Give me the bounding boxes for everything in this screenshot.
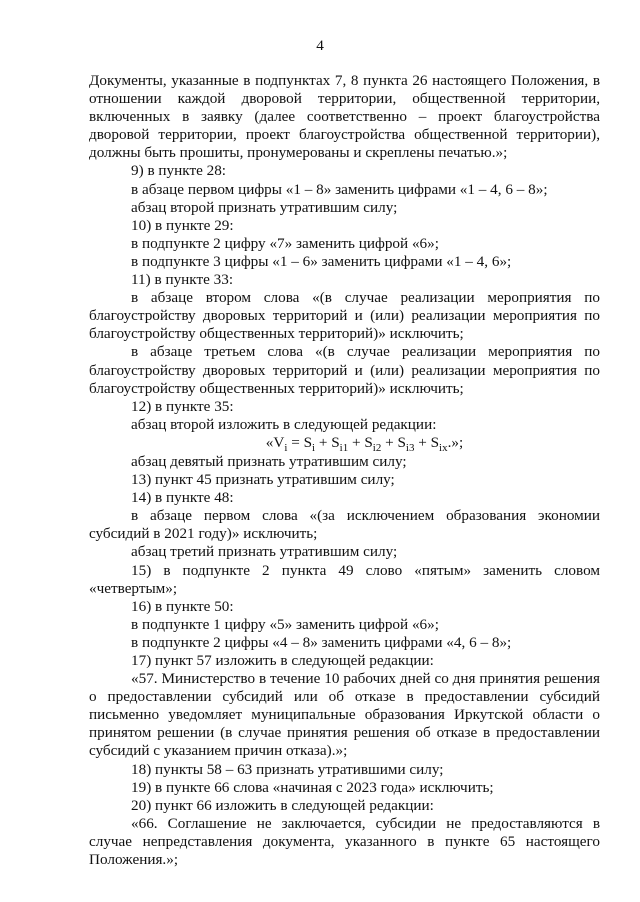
formula-part: + S (348, 433, 373, 451)
item-16-text-a: в подпункте 1 цифру «5» заменить цифрой «6»; (131, 615, 439, 633)
formula-part: + S (414, 433, 440, 451)
formula-part: «V (265, 433, 285, 451)
item-16-text-b: в подпункте 2 цифры «4 – 8» заменить цифрами «4, 6 – 8»; (131, 633, 512, 651)
formula-part: .»; (447, 433, 464, 451)
item-17-heading: 17) пункт 57 изложить в следующей редакции: (131, 652, 434, 669)
item-14-heading: 14) в пункте 48: (131, 489, 234, 507)
item-11-text-b: в абзаце третьем слова «(в случае реализации мероприятия по благоустройству дворовых территорий и (или) реализации мероприятия по благоустройству общественных территорий)» исключить; (89, 343, 600, 397)
paragraph-intro: Документы, указанные в подпунктах 7, 8 пункта 26 настоящего Положения, в отношении каждой дворовой территории, общественной территории, включенных в заявку (далее соответственно – проект благоустройства дворовой территории, проект благоустройства общественной территории), должны быть прошиты, пронумерованы и скреплены печатью.»; (89, 72, 600, 162)
formula-part: = S (287, 433, 313, 451)
item-9-text-a: в абзаце первом цифры «1 – 8» заменить цифрами «1 – 4, 6 – 8»; (131, 180, 548, 198)
formula (89, 434, 600, 453)
formula-subscript: i1 (339, 441, 349, 454)
item-10-heading: 10) в пункте 29: (131, 216, 234, 234)
item-11-text-a: в абзаце втором слова «(в случае реализации мероприятия по благоустройству дворовых территорий и (или) реализации мероприятия по благоустройству общественных территорий)» исключить; (89, 289, 600, 343)
item-11-heading: 11) в пункте 33: (131, 271, 234, 289)
item-17-text: «57. Министерство в течение 10 рабочих дней со дня принятия решения о предоставлении субсидий или об отказе в предоставлении субсидий письменно уведомляет муниципальные образования Иркутской области о принятом решении (в случае принятия решения об отказе в предоставлении субсидий с указанием причин отказа).»; (89, 670, 600, 760)
item-13: 13) пункт 45 признать утратившим силу; (131, 471, 395, 489)
formula-subscript: i3 (405, 441, 415, 454)
item-19: 19) в пункте 66 слова «начиная с 2023 года» исключить; (131, 778, 494, 796)
item-20-text: «66. Соглашение не заключается, субсидии не предоставляются в случае непредставления документа, указанного в пункте 65 настоящего Положения.»; (89, 814, 600, 869)
item-9-heading: 9) в пункте 28: (131, 162, 227, 180)
formula-part: + S (315, 433, 340, 451)
formula-subscript: i2 (372, 441, 382, 454)
item-12-text-b: абзац девятый признать утратившим силу; (131, 452, 407, 470)
item-12-heading: 12) в пункте 35: (131, 397, 234, 415)
item-10-text-a: в подпункте 2 цифру «7» заменить цифрой «6»; (131, 234, 439, 252)
item-16-heading: 16) в пункте 50: (131, 597, 234, 615)
page-number: 4 (316, 37, 324, 54)
formula-subscript: i (312, 441, 316, 454)
item-9-text-b: абзац второй признать утратившим силу; (131, 198, 398, 216)
item-15: 15) в подпункте 2 пункта 49 слово «пятым» заменить словом «четвертым»; (89, 561, 600, 597)
item-14-text-b: абзац третий признать утратившим силу; (131, 543, 398, 561)
document-body (89, 72, 600, 869)
formula-subscript: ix (439, 441, 448, 454)
formula-subscript: i (284, 441, 288, 454)
item-18: 18) пункты 58 – 63 признать утратившими силу; (131, 760, 444, 778)
item-10-text-b: в подпункте 3 цифры «1 – 6» заменить цифрами «1 – 4, 6»; (131, 252, 512, 270)
item-14-text-a: в абзаце первом слова «(за исключением образования экономии субсидий в 2021 году)» исключить; (89, 507, 600, 543)
formula-part: + S (381, 433, 406, 451)
item-12-text-a: абзац второй изложить в следующей редакции: (131, 415, 437, 433)
item-20-heading: 20) пункт 66 изложить в следующей редакции: (131, 796, 434, 814)
